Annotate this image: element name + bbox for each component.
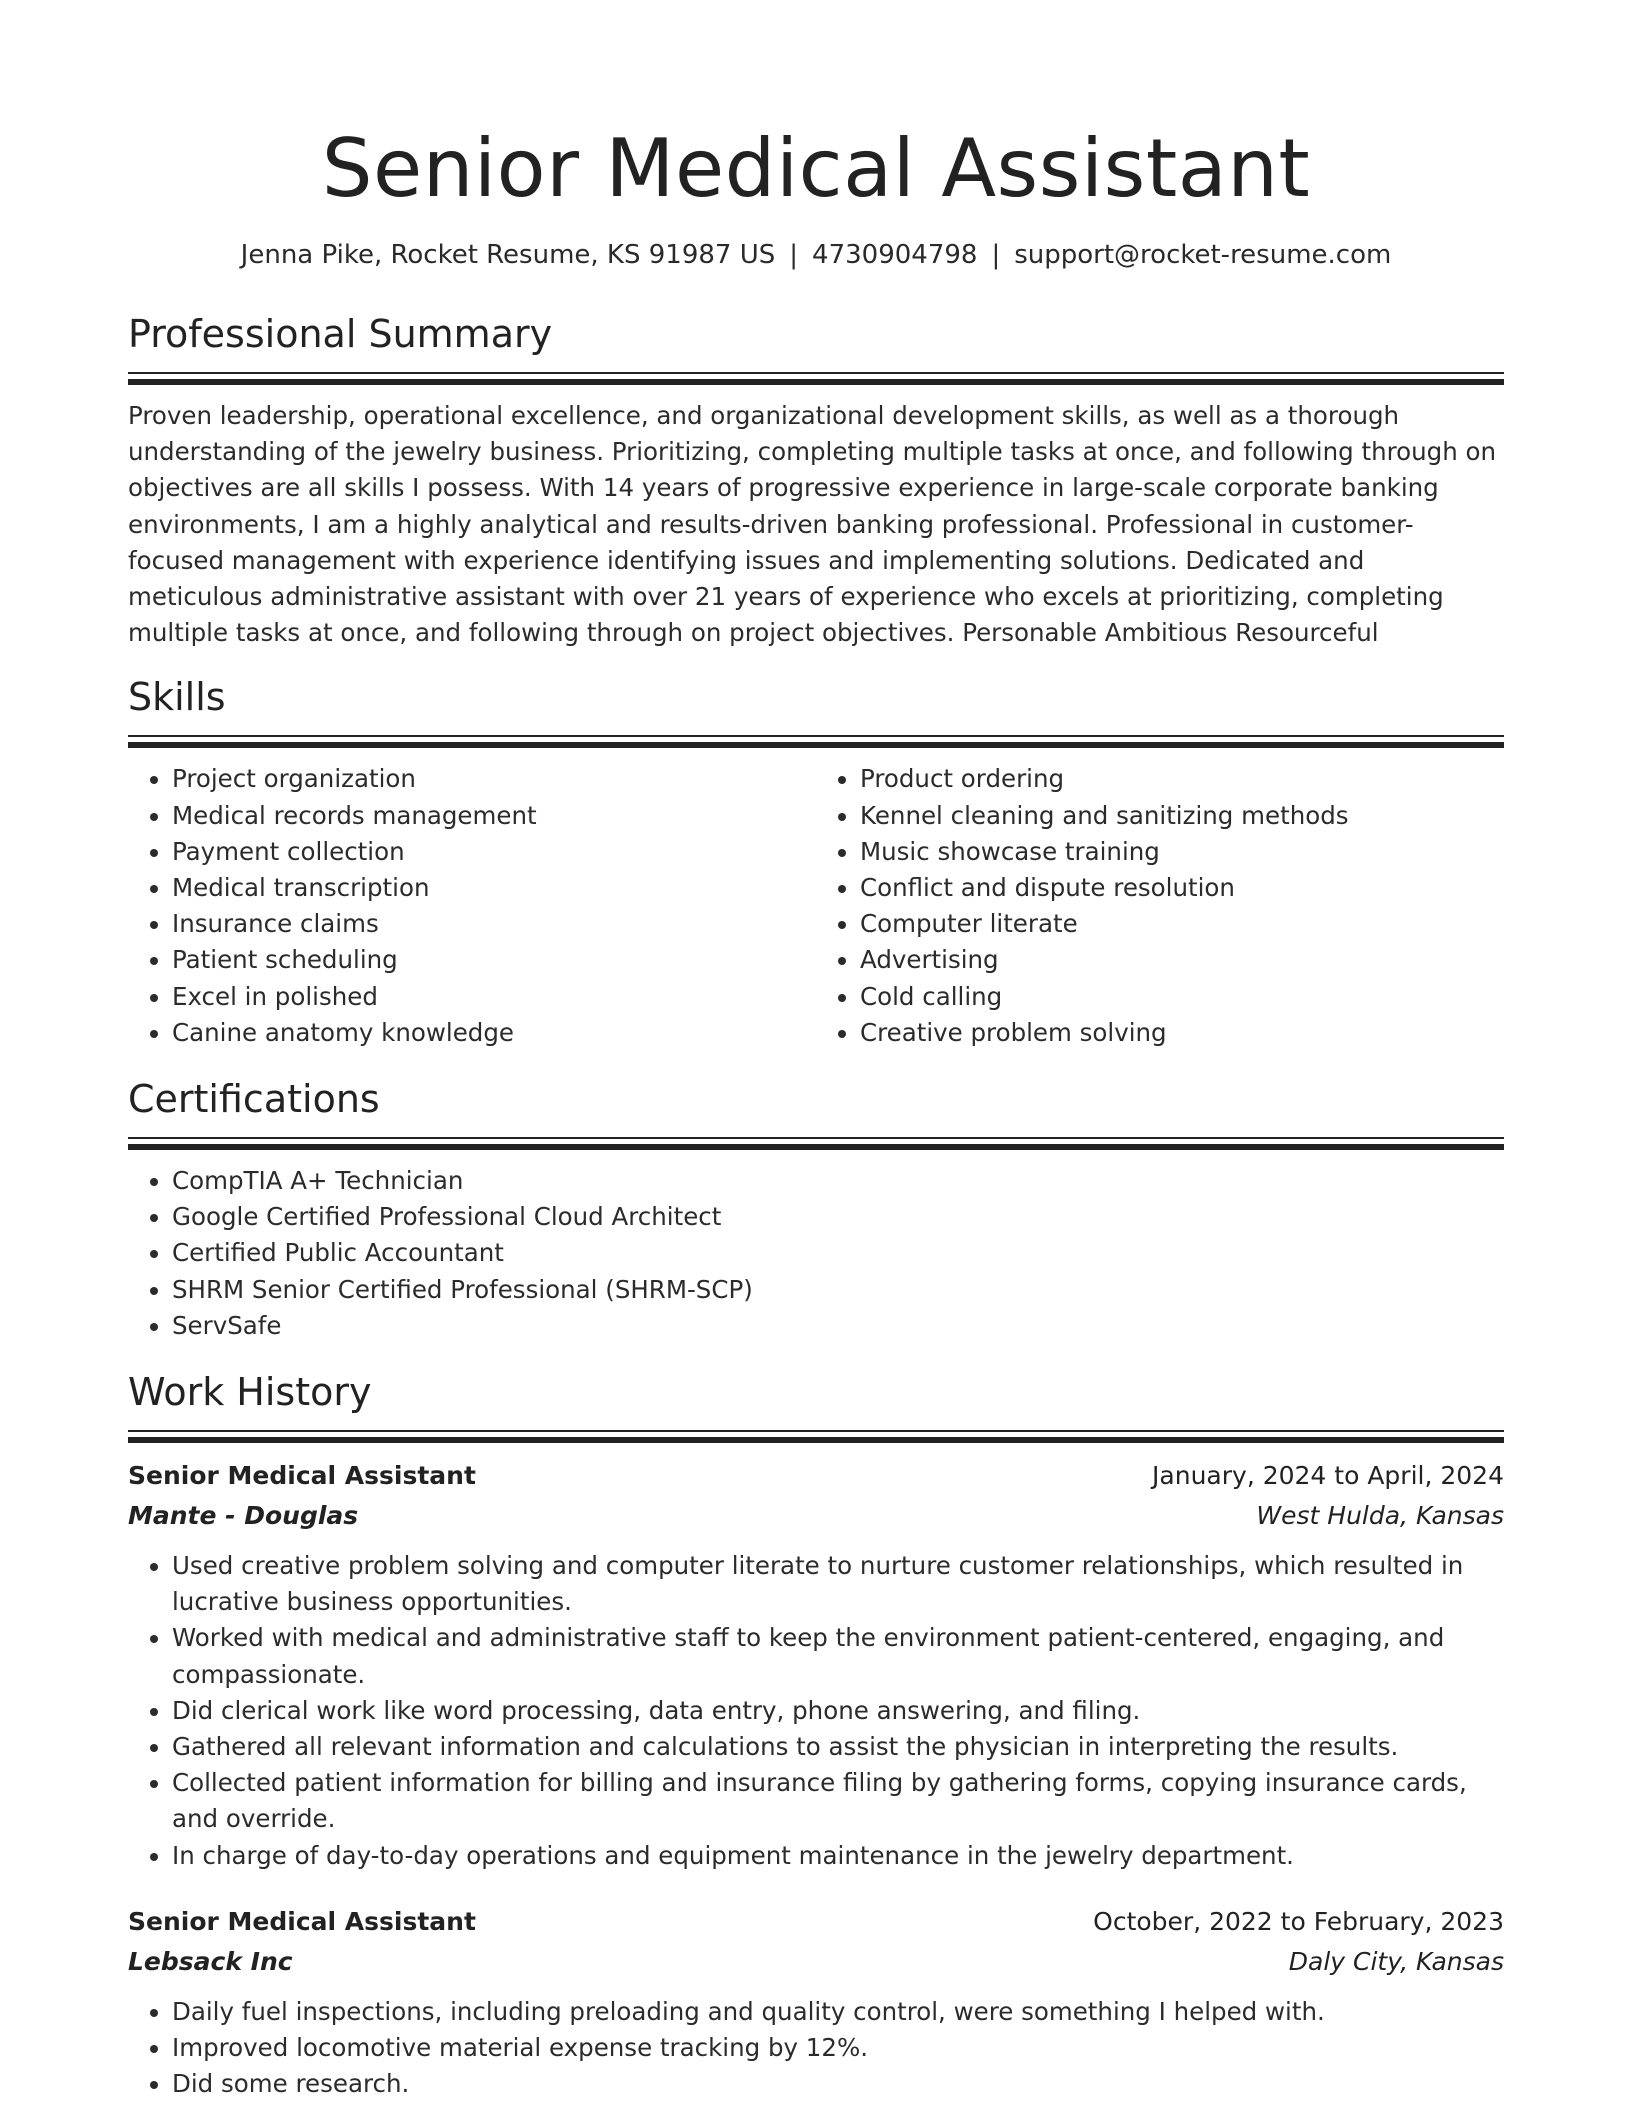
job-dates: January, 2024 to April, 2024 bbox=[1152, 1461, 1504, 1491]
skill-item: • Creative problem solving bbox=[860, 1015, 1504, 1051]
job-company: Lebsack Inc bbox=[128, 1946, 293, 1976]
job-bullets bbox=[128, 1548, 1504, 1874]
contact-address: Jenna Pike, Rocket Resume, KS 91987 US bbox=[240, 240, 776, 270]
job-location: Daly City, Kansas bbox=[1288, 1946, 1504, 1976]
certifications-list bbox=[128, 1163, 1504, 1344]
job-company: Mante - Douglas bbox=[128, 1501, 359, 1531]
skill-item: • Payment collection bbox=[172, 834, 816, 870]
skill-item: • Canine anatomy knowledge bbox=[172, 1015, 816, 1051]
contact-separator: | bbox=[789, 240, 799, 270]
certifications-section bbox=[128, 1075, 1504, 1344]
job-bullet: • Did some research. bbox=[172, 2066, 1504, 2102]
skill-item: • Cold calling bbox=[860, 979, 1504, 1015]
skill-item: • Excel in polished bbox=[172, 979, 816, 1015]
summary-text: Proven leadership, operational excellence, and organizational development skills, as well as a thorough understanding of the jewelry business. Prioritizing, completing multiple tasks at once, and following through on objectives are all skills I possess. With 14 years of progressive experience in large-scale corporate banking environments, I am a highly analytical and results-driven banking professional. Professional in customer-focused management with experience identifying issues and implementing solutions. Dedicated and meticulous administrative assistant with over 21 years of experience who excels at prioritizing, completing multiple tasks at once, and following through on project objectives. Personable Ambitious Resourceful bbox=[128, 401, 1497, 648]
job-bullet: • Gathered all relevant information and calculations to assist the physician in interpreting the results. bbox=[172, 1729, 1504, 1765]
job-entry bbox=[128, 1902, 1504, 2103]
contact-separator: | bbox=[991, 240, 1001, 270]
resume-title: Senior Medical Assistant bbox=[321, 122, 1311, 215]
job-subheader bbox=[128, 1942, 1504, 1982]
job-entry bbox=[128, 1456, 1504, 1874]
skills-columns bbox=[128, 761, 1504, 1051]
skill-item: • Medical transcription bbox=[172, 870, 816, 906]
section-divider bbox=[128, 735, 1504, 747]
skill-item: • Advertising bbox=[860, 942, 1504, 978]
summary-heading: Professional Summary bbox=[128, 312, 553, 356]
skill-item: • Computer literate bbox=[860, 906, 1504, 942]
work-history-section bbox=[128, 1368, 1504, 2102]
certification-item: • ServSafe bbox=[172, 1308, 1504, 1344]
job-bullet: • Used creative problem solving and computer literate to nurture customer relationships, which resulted in lucrative business opportunities. bbox=[172, 1548, 1504, 1620]
job-bullet: • Worked with medical and administrative staff to keep the environment patient-centered, engaging, and compassionate. bbox=[172, 1620, 1504, 1692]
section-divider bbox=[128, 1137, 1504, 1149]
skills-section bbox=[128, 673, 1504, 1051]
skill-item: • Music showcase training bbox=[860, 834, 1504, 870]
section-divider bbox=[128, 1430, 1504, 1442]
contact-line bbox=[128, 238, 1504, 272]
skill-item: • Patient scheduling bbox=[172, 942, 816, 978]
job-bullet: • Improved locomotive material expense tracking by 12%. bbox=[172, 2030, 1504, 2066]
skill-item: • Medical records management bbox=[172, 798, 816, 834]
job-header bbox=[128, 1456, 1504, 1496]
skill-item: • Product ordering bbox=[860, 761, 1504, 797]
certification-item: • CompTIA A+ Technician bbox=[172, 1163, 1504, 1199]
job-title: Senior Medical Assistant bbox=[128, 1906, 476, 1936]
certifications-heading: Certifications bbox=[128, 1077, 380, 1122]
certification-item: • Google Certified Professional Cloud Architect bbox=[172, 1199, 1504, 1235]
section-divider bbox=[128, 372, 1504, 384]
skill-item: • Conflict and dispute resolution bbox=[860, 870, 1504, 906]
job-bullet: • Did clerical work like word processing, data entry, phone answering, and filing. bbox=[172, 1693, 1504, 1729]
job-dates: October, 2022 to February, 2023 bbox=[1093, 1906, 1504, 1936]
job-header bbox=[128, 1902, 1504, 1942]
summary-section bbox=[128, 310, 1504, 651]
job-bullet: • Collected patient information for billing and insurance filing by gathering forms, copying insurance cards, and override. bbox=[172, 1765, 1504, 1837]
skills-list-right bbox=[816, 761, 1504, 1051]
certification-item: • SHRM Senior Certified Professional (SHRM-SCP) bbox=[172, 1272, 1504, 1308]
skill-item: • Kennel cleaning and sanitizing methods bbox=[860, 798, 1504, 834]
job-location: West Hulda, Kansas bbox=[1256, 1501, 1504, 1531]
skills-heading: Skills bbox=[128, 675, 226, 720]
skill-item: • Project organization bbox=[172, 761, 816, 797]
job-title: Senior Medical Assistant bbox=[128, 1461, 476, 1491]
skills-list-left bbox=[128, 761, 816, 1051]
job-subheader bbox=[128, 1496, 1504, 1536]
job-bullets bbox=[128, 1994, 1504, 2103]
contact-phone: 4730904798 bbox=[812, 240, 978, 270]
skill-item: • Insurance claims bbox=[172, 906, 816, 942]
work-history-heading: Work History bbox=[128, 1370, 372, 1415]
job-bullet: • Daily fuel inspections, including preloading and quality control, were something I helped with. bbox=[172, 1994, 1504, 2030]
certification-item: • Certified Public Accountant bbox=[172, 1235, 1504, 1271]
job-bullet: • In charge of day-to-day operations and equipment maintenance in the jewelry department. bbox=[172, 1838, 1504, 1874]
contact-email: support@rocket-resume.com bbox=[1014, 240, 1392, 270]
